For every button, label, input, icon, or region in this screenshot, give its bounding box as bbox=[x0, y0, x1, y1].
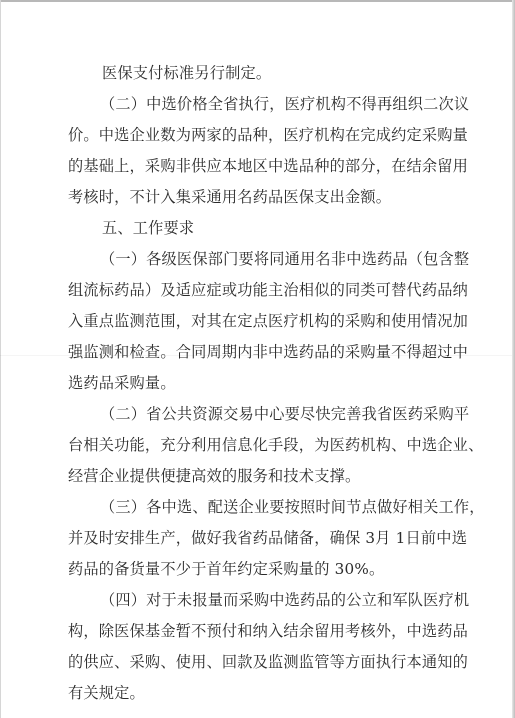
paragraph-line: （二）中选价格全省执行，医疗机构不得再组织二次议 bbox=[100, 95, 470, 113]
section-heading: 五、工作要求 bbox=[102, 219, 195, 237]
paragraph-line: 经营企业提供便捷高效的服务和技术支撑。 bbox=[68, 467, 361, 485]
paragraph-line: （一）各级医保部门要将同通用名非中选药品（包含整 bbox=[100, 250, 470, 268]
paragraph-line: 组流标药品）及适应症或功能主治相似的同类可替代药品纳 bbox=[68, 281, 469, 299]
scan-edge-top bbox=[0, 0, 515, 2]
paragraph-line: 考核时，不计入集采通用名药品医保支出金额。 bbox=[68, 188, 392, 206]
paragraph-line: （二）省公共资源交易中心要尽快完善我省医药采购平 bbox=[100, 405, 470, 423]
paragraph-line: 并及时安排生产，做好我省药品储备，确保 3月 1日前中选 bbox=[68, 529, 468, 547]
paragraph-line: 选药品采购量。 bbox=[68, 374, 176, 392]
paragraph-line: 有关规定。 bbox=[68, 684, 145, 702]
paragraph-line: 的供应、采购、使用、回款及监测监管等方面执行本通知的 bbox=[68, 653, 469, 671]
paragraph-line: （四）对于未报量而采购中选药品的公立和军队医疗机 bbox=[100, 591, 470, 609]
paragraph-line: 医保支付标准另行制定。 bbox=[102, 64, 272, 82]
paragraph-line: 强监测和检查。合同周期内非中选药品的采购量不得超过中 bbox=[68, 343, 469, 361]
paragraph-line: 价。中选企业数为两家的品种，医疗机构在完成约定采购量 bbox=[68, 126, 469, 144]
paragraph-line: （三）各中选、配送企业要按照时间节点做好相关工作， bbox=[100, 498, 485, 516]
paragraph-line: 的基础上，采购非供应本地区中选品种的部分，在结余留用 bbox=[68, 157, 469, 175]
paragraph-line: 入重点监测范围，对其在定点医疗机构的采购和使用情况加 bbox=[68, 312, 469, 330]
paragraph-line: 药品的备货量不少于首年约定采购量的 30%。 bbox=[68, 560, 385, 578]
paragraph-line: 台相关功能，充分利用信息化手段，为医药机构、中选企业、 bbox=[68, 436, 484, 454]
scan-edge-left bbox=[0, 0, 1, 718]
paragraph-line: 构，除医保基金暂不预付和纳入结余留用考核外，中选药品 bbox=[68, 622, 469, 640]
